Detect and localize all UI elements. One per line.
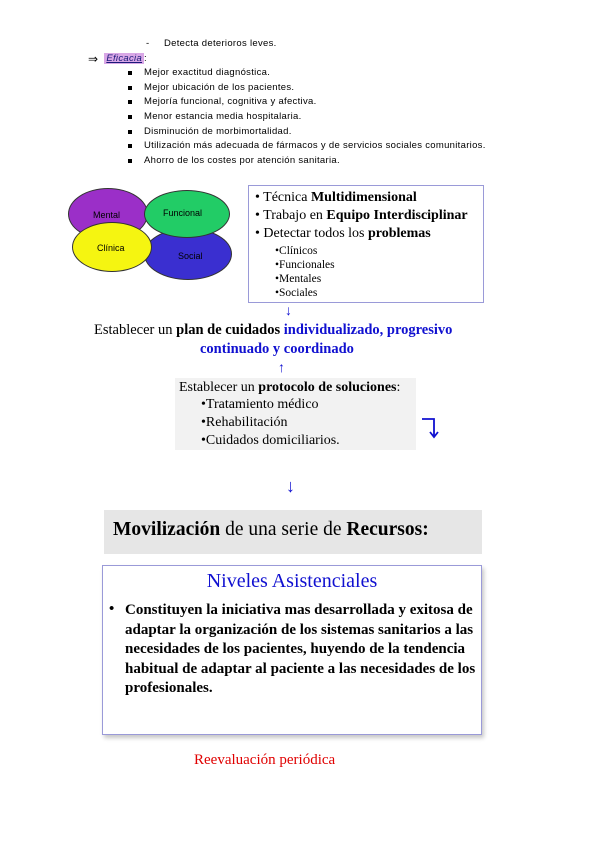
efficacy-label: Eficacia: [106, 53, 143, 64]
bold-text: Movilización: [113, 519, 221, 540]
down-arrow-icon: ↓: [286, 476, 295, 496]
down-arrow-icon: ↓: [285, 302, 292, 318]
bullet-icon: •: [109, 601, 115, 617]
double-arrow-icon: ⇒: [88, 51, 99, 66]
square-bullet-icon: [128, 144, 132, 148]
assessment-box: [248, 185, 484, 303]
list-item: [128, 81, 486, 96]
list-item: [128, 66, 486, 81]
list-item-text: Disminución de morbimortalidad.: [144, 125, 292, 137]
efficacy-list: [128, 66, 486, 169]
care-levels-title: Niveles Asistenciales: [206, 570, 378, 592]
list-item: [128, 95, 486, 110]
bold-text: problemas: [367, 226, 431, 241]
social-label: Social: [178, 251, 203, 261]
square-bullet-icon: [128, 115, 132, 119]
text: • Trabajo en: [255, 208, 327, 223]
list-item: [128, 139, 486, 154]
care-levels-box: [102, 565, 482, 735]
list-item: [128, 125, 486, 140]
protocol-box: [175, 378, 416, 450]
banner-text: [113, 519, 429, 541]
clinica-ellipse: [72, 222, 152, 272]
text: • Técnica: [255, 190, 311, 205]
up-arrow-icon: ↑: [278, 359, 285, 375]
protocol-heading: [179, 380, 400, 396]
text: Establecer un: [94, 322, 177, 338]
text: Establecer un: [179, 380, 259, 395]
problem-subitem: •Mentales: [275, 273, 322, 285]
square-bullet-icon: [128, 159, 132, 163]
care-levels-text: Constituyen la iniciativa mas desarrollada y exitosa de adaptar la organización de los sistemas sanitarios a las necesidades de los pacientes, huyendo de la tendencia habitual de adaptar al paciente a las necesidades de los profesionales.: [125, 602, 476, 696]
list-item-text: Mejor exactitud diagnóstica.: [144, 67, 271, 78]
efficacy-colon: :: [144, 53, 147, 64]
bold-text: Multidimensional: [310, 190, 417, 205]
efficacy-heading: [88, 53, 147, 64]
plan-line-1: [94, 322, 452, 339]
assessment-line-3: [255, 226, 431, 242]
protocol-item: •Tratamiento médico: [201, 397, 319, 412]
dash-item-text: Detecta deterioros leves.: [164, 38, 277, 49]
assessment-areas-diagram: [66, 186, 234, 280]
funcional-ellipse: [144, 190, 230, 238]
clinica-label: Clínica: [97, 243, 125, 253]
bold-text: Recursos:: [346, 519, 429, 540]
bold-text: Equipo Interdisciplinar: [326, 208, 468, 223]
problem-subitem: •Clínicos: [275, 245, 318, 257]
bold-text: protocolo de soluciones: [258, 380, 397, 395]
list-item: [128, 154, 486, 169]
text: :: [396, 380, 401, 395]
list-item: [128, 110, 486, 125]
resources-banner: [104, 510, 482, 554]
blue-text: individualizado, progresivo: [283, 322, 453, 338]
bold-text: plan de cuidados: [176, 322, 284, 338]
funcional-label: Funcional: [163, 208, 203, 218]
text: • Detectar todos los: [255, 226, 368, 241]
list-item-text: Mejoría funcional, cognitiva y afectiva.: [144, 96, 317, 108]
list-item-text: Ahorro de los costes por atención sanitaria.: [144, 155, 340, 167]
problem-subitem: •Sociales: [275, 287, 318, 299]
protocol-item: •Rehabilitación: [201, 415, 288, 430]
square-bullet-icon: [128, 130, 132, 134]
reevaluation-label: Reevaluación periódica: [194, 752, 336, 768]
square-bullet-icon: [128, 86, 132, 90]
protocol-item: •Cuidados domiciliarios.: [201, 433, 340, 448]
text: de una serie de: [220, 519, 347, 540]
dash-marker: -: [146, 38, 150, 49]
list-item-text: Utilización más adecuada de fármacos y de servicios sociales comunitarios.: [144, 140, 486, 152]
plan-line-2: continuado y coordinado: [200, 341, 354, 357]
corner-arrow-icon: [420, 416, 440, 440]
assessment-line-1: [255, 190, 417, 206]
square-bullet-icon: [128, 100, 132, 104]
dash-list-item: [146, 38, 277, 49]
list-item-text: Menor estancia media hospitalaria.: [144, 111, 302, 123]
mental-label: Mental: [93, 210, 121, 220]
problem-subitem: •Funcionales: [275, 259, 335, 271]
list-item-text: Mejor ubicación de los pacientes.: [144, 81, 295, 93]
assessment-line-2: [255, 208, 468, 224]
square-bullet-icon: [128, 71, 132, 75]
